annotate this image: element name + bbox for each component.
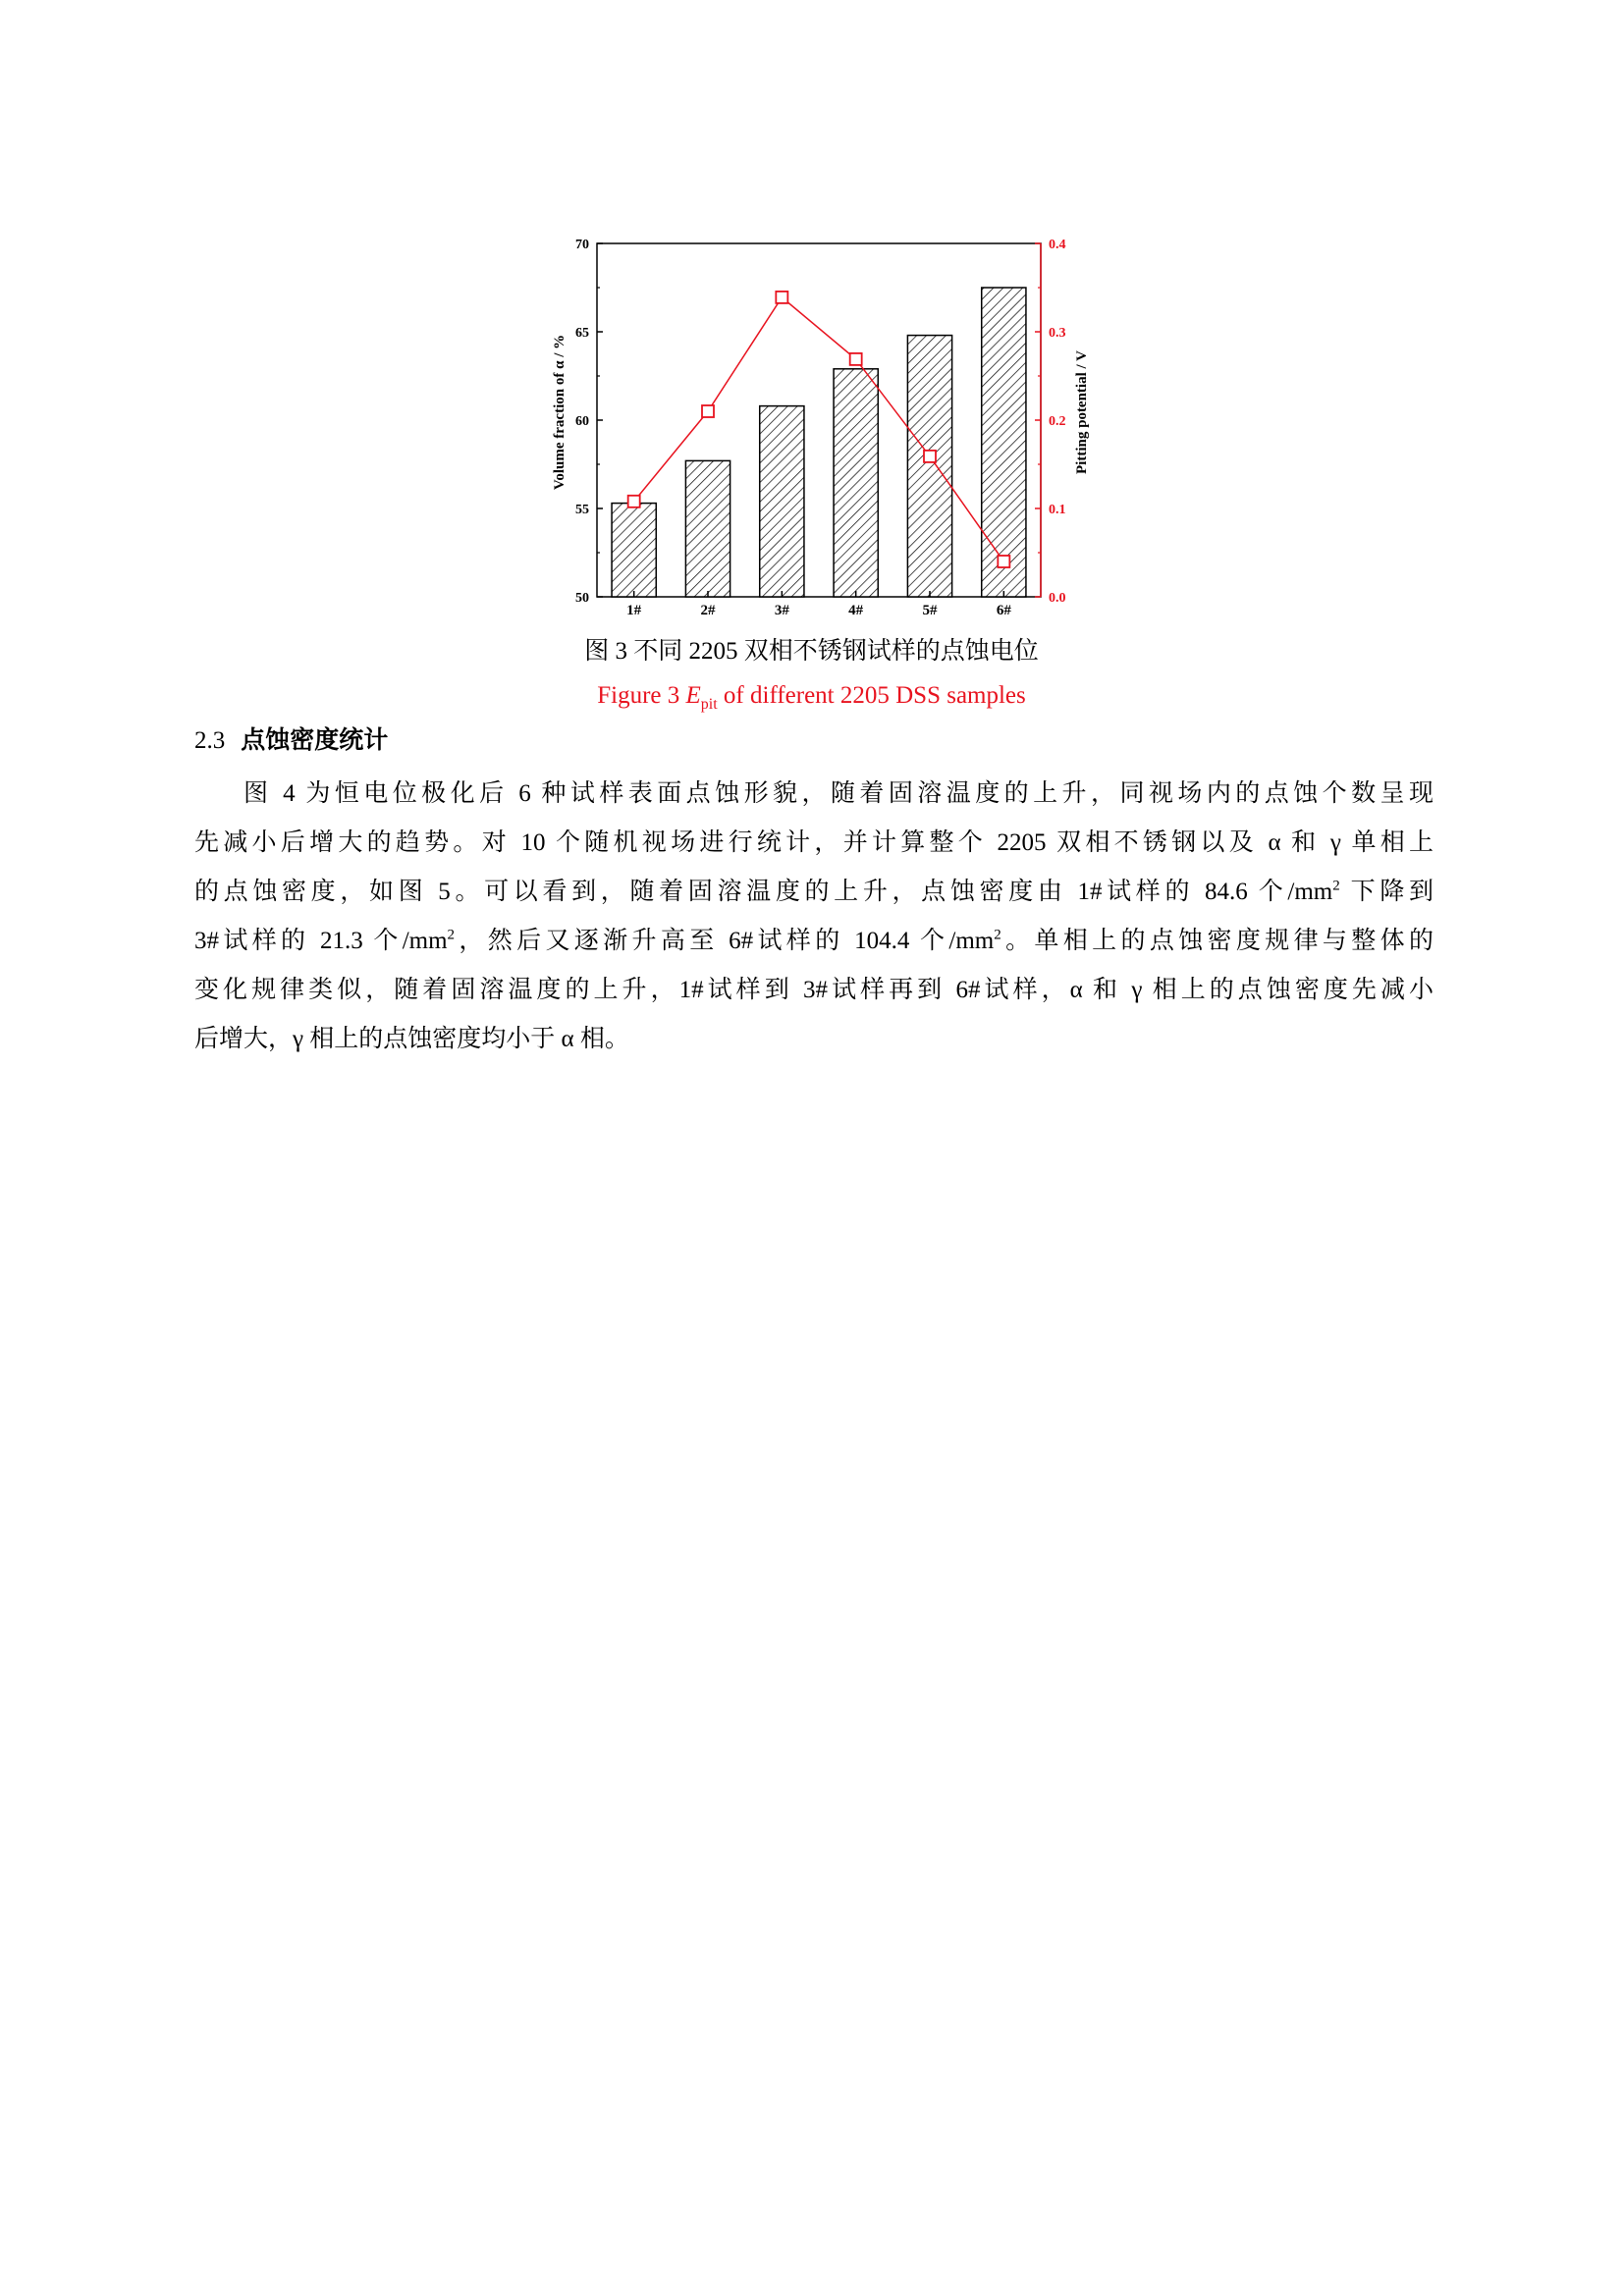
figure-caption-english <box>0 680 1623 721</box>
left-tick-label: 60 <box>575 414 589 429</box>
line-marker <box>628 496 640 507</box>
right-tick-label: 0.2 <box>1049 414 1066 429</box>
left-tick-label: 70 <box>575 238 589 252</box>
paragraph-line: 图 4 为恒电位极化后 6 种试样表面点蚀形貌，随着固溶温度的上升，同视场内的点蚀个数呈现 <box>243 780 1434 807</box>
line-marker <box>998 556 1009 567</box>
line-marker <box>850 353 862 365</box>
x-tick-label: 1# <box>626 603 642 618</box>
left-tick-label: 65 <box>575 326 589 341</box>
paragraph-line <box>194 868 1434 917</box>
line-marker <box>924 451 936 462</box>
x-tick-label: 6# <box>996 603 1011 618</box>
paragraph-line: 先减小后增大的趋势。对 10 个随机视场进行统计，并计算整个 2205 双相不锈钢以及 α 和 γ 单相上 <box>194 829 1434 856</box>
caption-subscript: pit <box>700 696 718 713</box>
x-tick-label: 3# <box>774 603 789 618</box>
text-run: 下降到 <box>1339 879 1434 905</box>
line-marker <box>776 292 787 303</box>
section-number: 2.3 <box>194 727 226 754</box>
text-run: 的点蚀密度，如图 5。可以看到，随着固溶温度的上升，点蚀密度由 1#试样的 84.6 个/mm <box>194 879 1333 905</box>
right-axis <box>1035 238 1066 606</box>
caption-symbol: E <box>685 682 701 709</box>
right-tick-label: 0.3 <box>1049 326 1066 341</box>
x-tick-label: 5# <box>922 603 938 618</box>
bar <box>907 336 951 597</box>
right-tick-label: 0.0 <box>1049 591 1066 606</box>
paragraph-line: 后增大，γ 相上的点蚀密度均小于 α 相。 <box>194 1026 629 1052</box>
text-run: 3#试样的 21.3 个/mm <box>194 928 448 954</box>
bar <box>612 504 656 597</box>
section-heading <box>194 724 388 757</box>
paragraph-line <box>194 917 1434 966</box>
superscript: 2 <box>1332 878 1340 894</box>
text-run: 。单相上的点蚀密度规律与整体的 <box>1001 928 1434 954</box>
bar <box>834 369 878 597</box>
bar-series <box>612 288 1026 597</box>
left-tick-label: 55 <box>575 503 589 517</box>
left-tick-label: 50 <box>575 591 589 606</box>
left-axis <box>575 238 603 606</box>
x-tick-label: 2# <box>700 603 716 618</box>
x-axis <box>626 591 1011 618</box>
right-tick-label: 0.4 <box>1049 238 1066 252</box>
figure-caption-chinese: 图 3 不同 2205 双相不锈钢试样的点蚀电位 <box>584 638 1039 665</box>
superscript: 2 <box>994 927 1001 943</box>
body-paragraph <box>194 770 1434 1064</box>
bar <box>685 460 730 597</box>
plot-area <box>597 243 1041 597</box>
section-title: 点蚀密度统计 <box>241 725 389 754</box>
right-tick-label: 0.1 <box>1049 503 1066 517</box>
caption-suffix: of different 2205 DSS samples <box>717 682 1026 709</box>
right-axis-label: Pitting potential / V <box>1074 350 1090 474</box>
text-run: ，然后又逐渐升高至 6#试样的 104.4 个/mm <box>455 928 995 954</box>
x-tick-label: 4# <box>848 603 864 618</box>
line-marker <box>702 405 714 417</box>
paragraph-line: 变化规律类似，随着固溶温度的上升，1#试样到 3#试样再到 6#试样，α 和 γ 相上的点蚀密度先减小 <box>194 977 1434 1003</box>
bar <box>982 288 1026 597</box>
left-axis-label: Volume fraction of α / % <box>552 334 568 491</box>
plot-frame <box>597 243 1041 597</box>
superscript: 2 <box>447 927 456 943</box>
caption-prefix: Figure 3 <box>597 682 686 709</box>
pitting-potential-chart <box>530 226 1090 618</box>
bar <box>760 406 804 597</box>
